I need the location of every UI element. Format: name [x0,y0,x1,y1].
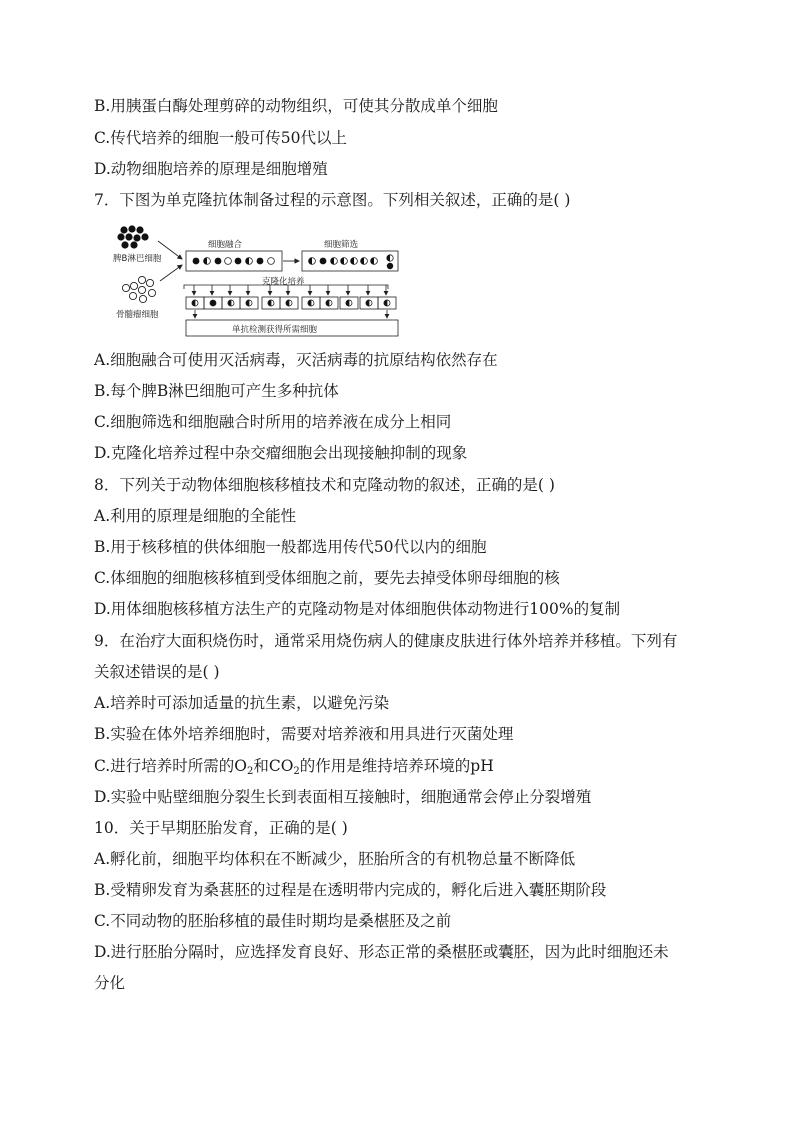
monoclonal-antibody-diagram [112,223,404,339]
q9-option-c [94,756,494,776]
question-7-stem: 7．下图为单克隆抗体制备过程的示意图。下列相关叙述，正确的是( ) [94,191,571,209]
b-cell-cluster [117,225,148,248]
q8-option-b: B.用于核移植的供体细胞一般都选用传代50代以内的细胞 [94,538,487,556]
q10-option-b: B.受精卵发育为桑葚胚的过程是在透明带内完成的，孵化后进入囊胚期阶段 [94,881,607,899]
q8-option-a: A.利用的原理是细胞的全能性 [94,507,297,525]
detection-label: 单抗检测获得所需细胞 [232,325,318,335]
myeloma-label: 骨髓瘤细胞 [116,310,159,320]
q10-option-d-line1: D.进行胚胎分隔时，应选择发育良好、形态正常的桑椹胚或囊胚，因为此时细胞还未 [94,943,669,961]
question-9-stem-line1: 9．在治疗大面积烧伤时，通常采用烧伤病人的健康皮肤进行体外培养并移植。下列有 [94,632,678,650]
q10-option-c: C.不同动物的胚胎移植的最佳时期均是桑椹胚及之前 [94,912,452,930]
option-c-prev: C.传代培养的细胞一般可传50代以上 [94,129,347,147]
q8-option-c: C.体细胞的细胞核移植到受体细胞之前，要先去掉受体卵母细胞的核 [94,569,560,587]
option-b-prev: B.用胰蛋白酶处理剪碎的动物组织，可使其分散成单个细胞 [94,97,498,115]
q9-option-d: D.实验中贴壁细胞分裂生长到表面相互接触时，细胞通常会停止分裂增殖 [94,788,592,806]
q7-option-d: D.克隆化培养过程中杂交瘤细胞会出现接触抑制的现象 [94,444,468,462]
q9-option-b: B.实验在体外培养细胞时，需要对培养液和用具进行灭菌处理 [94,725,514,743]
b-cell-label: 脾B淋巴细胞 [113,254,162,264]
q10-option-d-line2: 分化 [94,974,126,992]
q9c-text-2: 和CO [253,757,294,775]
q9-option-a: A.培养时可添加适量的抗生素，以避免污染 [94,694,390,712]
clone-culture-label: 克隆化培养 [262,277,305,287]
q7-option-c: C.细胞筛选和细胞融合时所用的培养液在成分上相同 [94,413,452,431]
q9c-sub-1: 2 [246,766,254,777]
question-10-stem: 10．关于早期胚胎发育，正确的是( ) [94,819,348,837]
fusion-label: 细胞融合 [208,240,243,250]
q7-option-a: A.细胞融合可使用灭活病毒，灭活病毒的抗原结构依然存在 [94,351,498,369]
q8-option-d: D.用体细胞核移植方法生产的克隆动物是对体细胞供体动物进行100%的复制 [94,600,621,618]
clone-wells [186,285,396,309]
q9c-text-3: 的作用是维持培养环境的pH [299,757,494,775]
screening-label: 细胞筛选 [324,240,359,250]
fusion-cells [193,258,275,265]
question-8-stem: 8．下列关于动物体细胞核移植技术和克隆动物的叙述，正确的是( ) [94,476,555,494]
q9c-text-1: C.进行培养时所需的O [94,757,247,775]
q10-option-a: A.孵化前，细胞平均体积在不断减少，胚胎所含的有机物总量不断降低 [94,850,576,868]
q7-option-b: B.每个脾B淋巴细胞可产生多种抗体 [94,382,339,400]
screening-cells [309,255,394,269]
myeloma-cluster [122,276,155,302]
question-9-stem-line2: 关叙述错误的是( ) [94,663,220,681]
screening-box [302,251,398,271]
option-d-prev: D.动物细胞培养的原理是细胞增殖 [94,160,328,178]
q9c-sub-2: 2 [293,766,300,777]
